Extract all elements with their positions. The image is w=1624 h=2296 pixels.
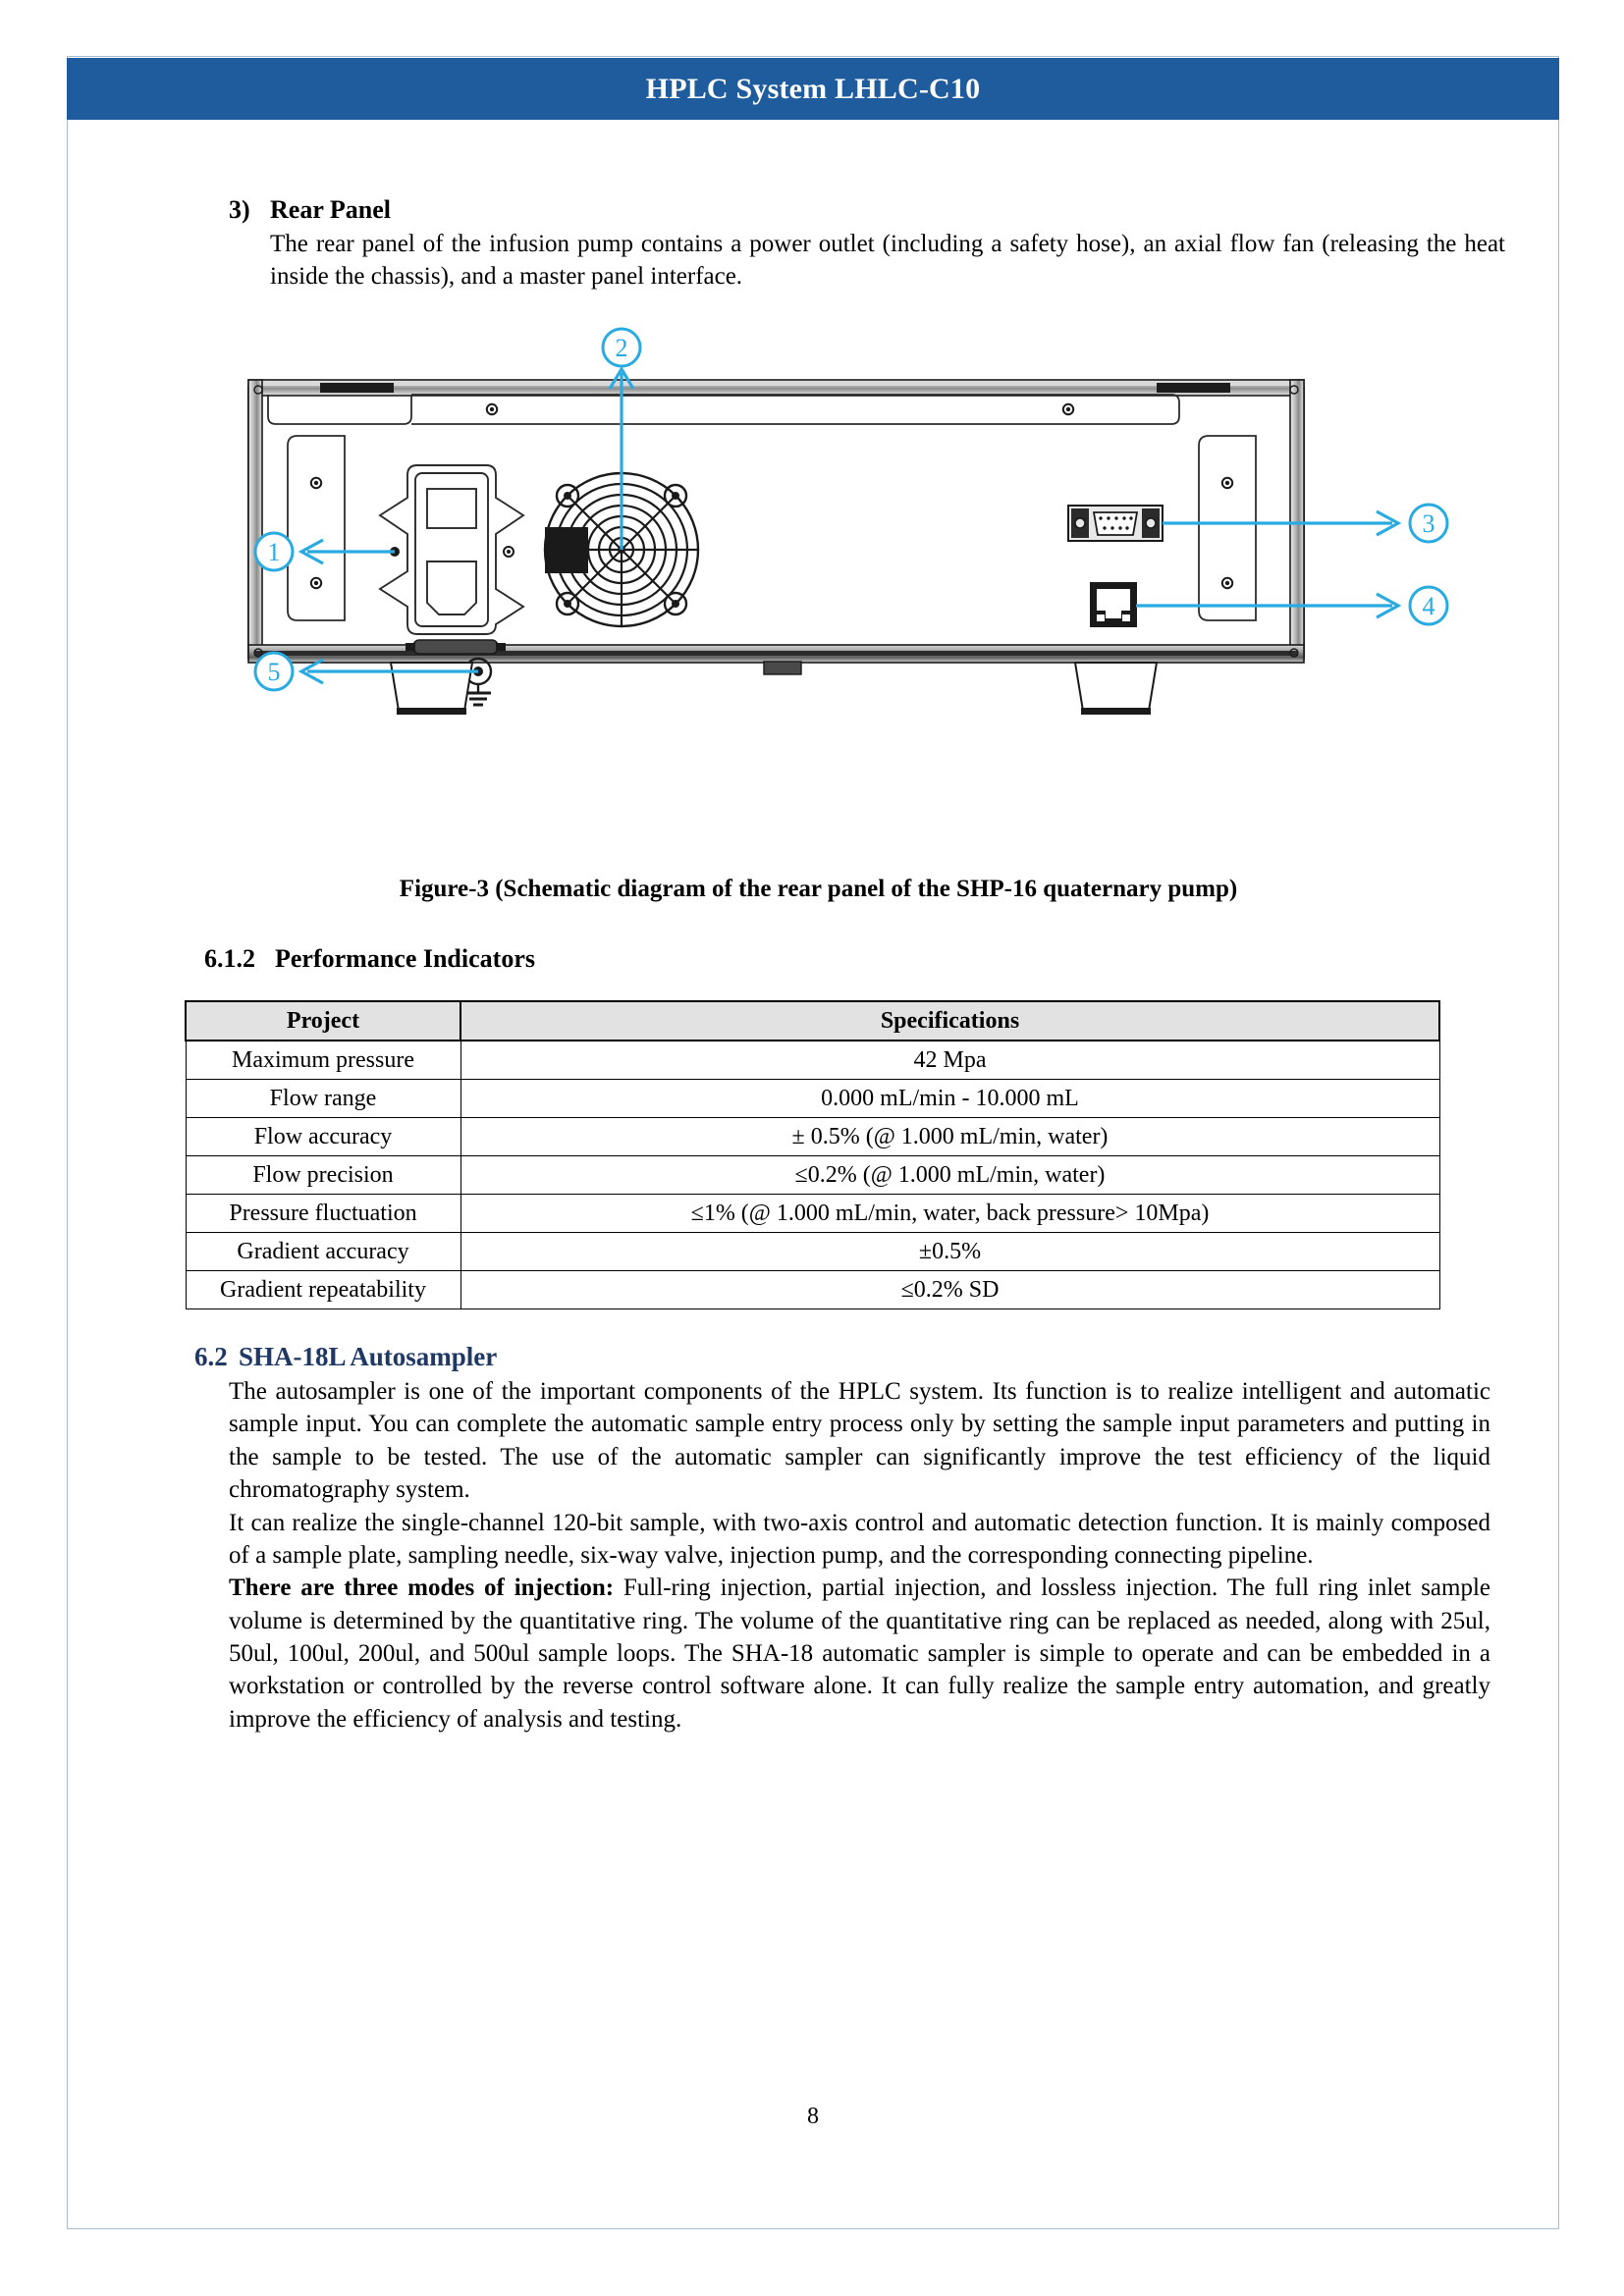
cell-project: Gradient accuracy xyxy=(186,1233,460,1271)
autosampler-paragraph-1: The autosampler is one of the important components of the HPLC system. Its function is to realize intelligent and automatic sample input. You can complete the automatic sample entry process only by setting the sample input parameters and putting in the sample to be tested. The use of the automatic sampler can significantly improve the test efficiency of the liquid chromatography system. xyxy=(229,1378,1490,1504)
cell-project: Flow accuracy xyxy=(186,1118,460,1156)
document-title: HPLC System LHLC-C10 xyxy=(645,72,981,105)
table-row xyxy=(186,1041,1439,1080)
section-62-title: SHA-18L Autosampler xyxy=(239,1342,498,1371)
performance-indicators-heading xyxy=(204,944,535,974)
cell-spec: ≤0.2% SD xyxy=(460,1271,1439,1309)
performance-specifications-table xyxy=(185,1000,1440,1309)
autosampler-paragraph-3 xyxy=(229,1572,1490,1735)
cell-spec: 0.000 mL/min - 10.000 mL xyxy=(460,1080,1439,1118)
rear-panel-section xyxy=(229,194,1505,293)
rear-panel-heading-text: Rear Panel xyxy=(270,195,391,224)
chassis-feet xyxy=(391,662,1157,715)
cell-project: Flow range xyxy=(186,1080,460,1118)
page-number: 8 xyxy=(807,2104,819,2129)
serial-port-db9 xyxy=(1068,506,1163,541)
cell-project: Flow precision xyxy=(186,1156,460,1195)
callout-3-label: 3 xyxy=(1422,509,1435,538)
cell-spec: ≤0.2% (@ 1.000 mL/min, water) xyxy=(460,1156,1439,1195)
callout-bubble-4 xyxy=(1410,587,1447,624)
callout-bubble-3 xyxy=(1410,505,1447,542)
callout-bubble-2 xyxy=(603,329,640,366)
sub-heading-number: 6.1.2 xyxy=(204,944,255,973)
cell-project: Pressure fluctuation xyxy=(186,1195,460,1233)
table-row xyxy=(186,1156,1439,1195)
rear-panel-figure xyxy=(229,326,1505,856)
rear-panel-list-number: 3) xyxy=(229,195,250,224)
callout-4-label: 4 xyxy=(1422,592,1435,620)
cell-spec: ± 0.5% (@ 1.000 mL/min, water) xyxy=(460,1118,1439,1156)
callout-bubble-1 xyxy=(255,533,293,570)
section-62-heading xyxy=(194,1342,1490,1372)
sub-heading-text: Performance Indicators xyxy=(275,944,535,973)
figure-caption: Figure-3 (Schematic diagram of the rear panel of the SHP-16 quaternary pump) xyxy=(399,876,1238,902)
callout-2-label: 2 xyxy=(615,334,628,362)
table-header-row xyxy=(186,1001,1439,1041)
spec-table-header xyxy=(186,1001,1439,1041)
callout-1-label: 1 xyxy=(267,538,281,566)
cell-spec: 42 Mpa xyxy=(460,1041,1439,1080)
table-row xyxy=(186,1271,1439,1309)
table-row xyxy=(186,1080,1439,1118)
injection-modes-lead: There are three modes of injection: xyxy=(229,1575,615,1602)
injection-modes-body: Full-ring injection, partial injection, and lossless injection. The full ring inlet sample volume is determined by the quantitative ring. The volume of the quantitative ring can be replaced as needed, along with 25ul, 50ul, 100ul, 200ul, and 500ul sample loops. The SHA-18 automatic sampler is simple to operate and can be embedded in a workstation or controlled by the reverse control software alone. It can fully realize the sample entry automation, and greatly improve the efficiency of analysis and testing. xyxy=(229,1575,1491,1733)
network-port-rj45 xyxy=(1091,583,1136,626)
rear-panel-body-text: The rear panel of the infusion pump contains a power outlet (including a safety hose), an axial flow fan (releasing the heat inside the chassis), and a master panel interface. xyxy=(270,230,1505,290)
cell-project: Gradient repeatability xyxy=(186,1271,460,1309)
column-header-specifications: Specifications xyxy=(460,1001,1439,1041)
rear-panel-schematic-svg xyxy=(229,326,1505,856)
cell-spec: ≤1% (@ 1.000 mL/min, water, back pressure> 10Mpa) xyxy=(460,1195,1439,1233)
table-row xyxy=(186,1195,1439,1233)
page-content xyxy=(67,120,1559,2229)
callout-5-label: 5 xyxy=(267,658,281,686)
callout-bubble-5 xyxy=(255,653,293,690)
autosampler-section xyxy=(194,1342,1490,1735)
cell-spec: ±0.5% xyxy=(460,1233,1439,1271)
autosampler-paragraph-2: It can realize the single-channel 120-bit sample, with two-axis control and automatic detection function. It is mainly composed of a sample plate, sampling needle, six-way valve, injection pump, and the corresponding connecting pipeline. xyxy=(229,1509,1490,1569)
spec-table-body xyxy=(186,1041,1439,1309)
table-row xyxy=(186,1118,1439,1156)
section-62-number: 6.2 xyxy=(194,1342,228,1371)
document-header-banner xyxy=(67,58,1559,120)
column-header-project: Project xyxy=(186,1001,460,1041)
rear-panel-heading xyxy=(229,194,1505,226)
cell-project: Maximum pressure xyxy=(186,1041,460,1080)
table-row xyxy=(186,1233,1439,1271)
